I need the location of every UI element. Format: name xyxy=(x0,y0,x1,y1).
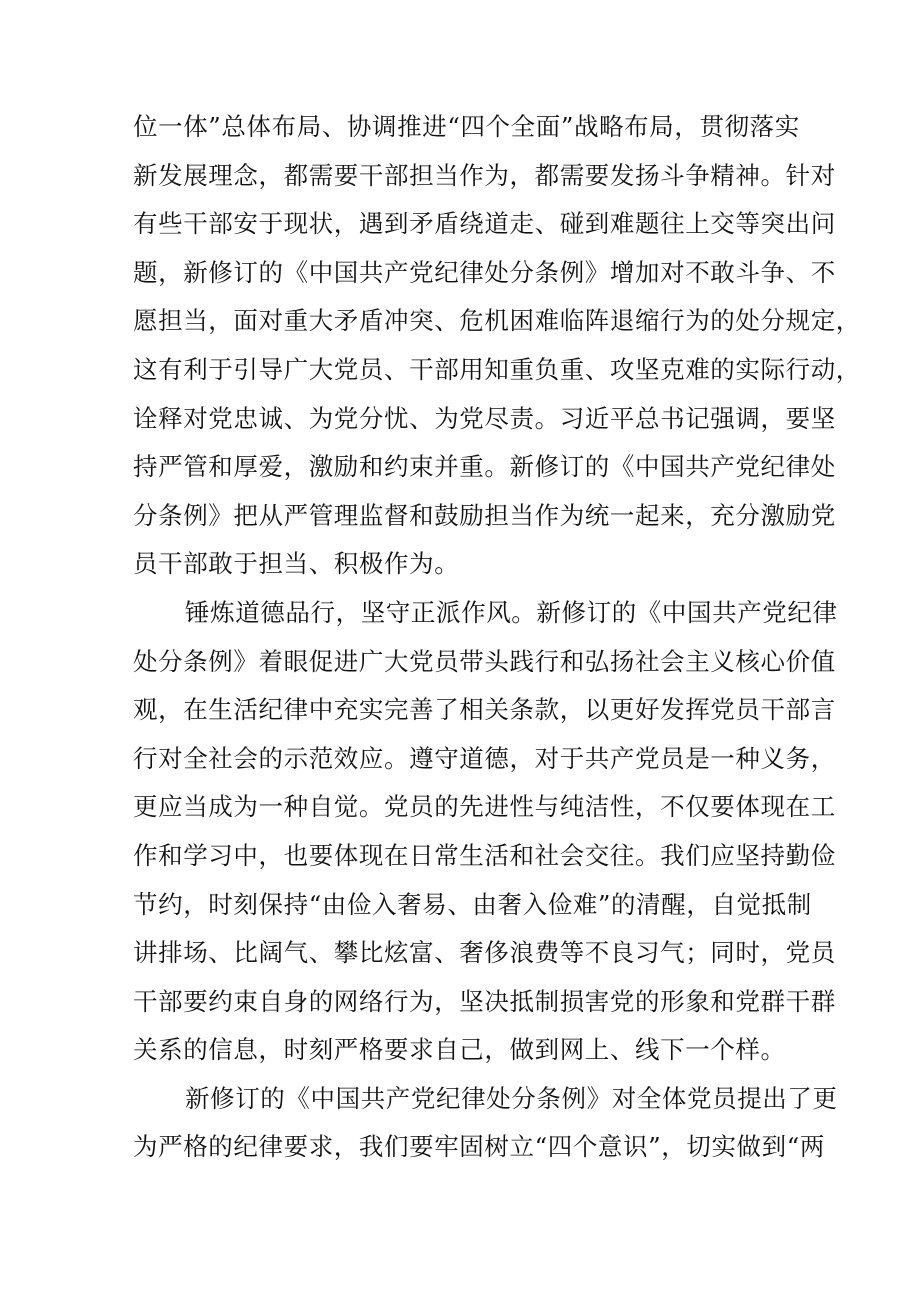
text-line: 讲排场、比阔气、攀比炫富、奢侈浪费等不良习气；同时，党员 xyxy=(133,938,836,968)
text-line: 为严格的纪律要求，我们要牢固树立“四个意识”，切实做到“两 xyxy=(133,1132,825,1162)
text-line: 更应当成为一种自觉。党员的先进性与纯洁性，不仅要体现在工 xyxy=(133,792,836,822)
text-line: 分条例》把从严管理监督和鼓励担当作为统一起来，充分激励党 xyxy=(133,500,836,530)
text-line: 观，在生活纪律中充实完善了相关条款，以更好发挥党员干部言 xyxy=(133,695,836,725)
text-line: 愿担当，面对重大矛盾冲突、危机困难临阵退缩行为的处分规定， xyxy=(133,306,861,336)
text-line: 关系的信息，时刻严格要求自己，做到网上、线下一个样。 xyxy=(133,1035,786,1065)
text-line: 处分条例》着眼促进广大党员带头践行和弘扬社会主义核心价值 xyxy=(133,646,836,676)
text-line: 有些干部安于现状，遇到矛盾绕道走、碰到难题往上交等突出问 xyxy=(133,209,836,239)
text-line: 节约，时刻保持“由俭入奢易、由奢入俭难”的清醒，自觉抵制 xyxy=(133,889,812,919)
paragraph-first-line: 新修订的《中国共产党纪律处分条例》对全体党员提出了更 xyxy=(185,1083,838,1113)
text-line: 干部要约束自身的网络行为，坚决抵制损害党的形象和党群干群 xyxy=(133,986,836,1016)
text-line: 持严管和厚爱，激励和约束并重。新修订的《中国共产党纪律处 xyxy=(133,452,836,482)
text-line: 这有利于引导广大党员、干部用知重负重、攻坚克难的实际行动， xyxy=(133,354,861,384)
text-line: 诠释对党忠诚、为党分忧、为党尽责。习近平总书记强调，要坚 xyxy=(133,403,836,433)
text-line: 作和学习中，也要体现在日常生活和社会交往。我们应坚持勤俭 xyxy=(133,840,836,870)
text-line: 行对全社会的示范效应。遵守道德，对于共产党员是一种义务， xyxy=(133,743,836,773)
text-line: 新发展理念，都需要干部担当作为，都需要发扬斗争精神。针对 xyxy=(133,160,836,190)
text-line: 题，新修订的《中国共产党纪律处分条例》增加对不敢斗争、不 xyxy=(133,257,836,287)
text-line: 员干部敢于担当、积极作为。 xyxy=(133,549,460,579)
body-text xyxy=(133,103,861,1172)
text-line: 位一体”总体布局、协调推进“四个全面”战略布局，贯彻落实 xyxy=(133,112,800,141)
paragraph-first-line: 锤炼道德品行，坚守正派作风。新修订的《中国共产党纪律 xyxy=(185,597,838,627)
